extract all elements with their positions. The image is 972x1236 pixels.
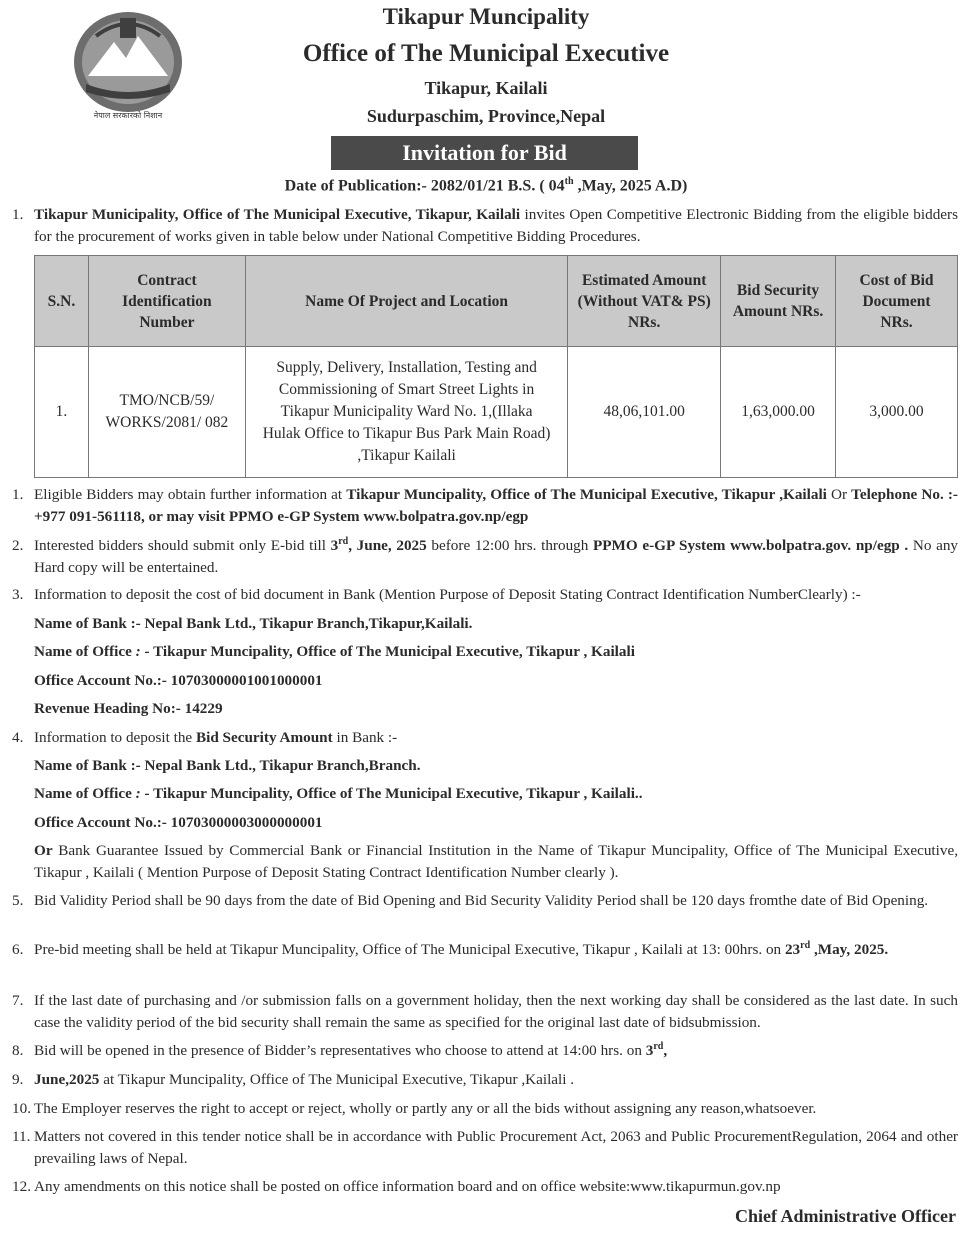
table-header: Estimated Amount (Without VAT& PS) NRs. (568, 256, 721, 347)
table-header: Contract Identification Number (88, 256, 245, 347)
municipality-name: Tikapur Muncipality (382, 4, 590, 29)
security-bank-name: Name of Bank :- Nepal Bank Ltd., Tikapur Branch,Branch. (34, 757, 421, 774)
table-cell: 1. (35, 347, 89, 478)
cost-bank-name: Name of Bank :- Nepal Bank Ltd., Tikapur Branch,Tikapur,Kailali. (34, 615, 473, 632)
table-header: Cost of Bid Document NRs. (836, 256, 958, 347)
table-cell: 48,06,101.00 (568, 347, 721, 478)
item-12: 12. Any amendments on this notice shall be posted on office information board and on office website:www.tikapurmun.gov.np (12, 1178, 781, 1195)
intro-paragraph: 1. Tikapur Municipality, Office of The Municipal Executive, Tikapur, Kailali invites Open Competitive Electronic Bidding from the eligible bidders for the procurement of works given in table below under National Competitive Bidding Procedures. (12, 206, 959, 245)
table-header: Name Of Project and Location (245, 256, 567, 347)
notice-title-banner: Invitation for Bid (331, 136, 638, 170)
item-6: 6. Pre-bid meeting shall be held at Tikapur Muncipality, Office of The Municipal Executive, Tikapur , Kailali at 13: 00hrs. on 23rd ,May, 2025. (12, 939, 889, 958)
table-cell: Supply, Delivery, Installation, Testing and Commissioning of Smart Street Lights in Tikapur Municipality Ward No. 1,(Illaka Hulak Office to Tikapur Bus Park Main Road) ,Tikapur Kailali (245, 347, 567, 478)
cost-office-name: Name of Office : - Tikapur Muncipality, Office of The Municipal Executive, Tikapur , Kailali (34, 643, 635, 660)
publication-date: Date of Publication:- 2082/01/21 B.S. ( 04th ,May, 2025 A.D) (284, 176, 688, 195)
security-office-name: Name of Office : - Tikapur Muncipality, Office of The Municipal Executive, Tikapur , Kailali.. (34, 785, 643, 802)
item-1: 1. Eligible Bidders may obtain further information at Tikapur Muncipality, Office of The Municipal Executive, Tikapur ,Kailali Or Telephone No. :- +977 091-561118, or may visit PPMO e-GP System www.bolpatra.gov.np/egp (12, 486, 958, 525)
cost-account-number: Office Account No.:- 10703000001001000001 (34, 672, 323, 689)
item-11: 11. Matters not covered in this tender notice shall be in accordance with Public Procurement Act, 2063 and Public ProcurementRegulation, 2064 and other prevailing laws of Nepal. (12, 1128, 958, 1167)
bank-guarantee-note: Or Bank Guarantee Issued by Commercial Bank or Financial Institution in the Name of Tikapur Muncipality, Office of The Municipal Executive, Tikapur , Kailali ( Mention Purpose of Deposit Stating Contract Identification Number clearly ). (34, 842, 958, 881)
item-3: 3. Information to deposit the cost of bid document in Bank (Mention Purpose of Deposit Stating Contract Identification NumberClearly) :- (12, 586, 861, 603)
item-10: 10. The Employer reserves the right to accept or reject, wholly or partly any or all the bids without assigning any reason,whatsoever. (12, 1100, 817, 1117)
table-header: S.N. (35, 256, 89, 347)
table-row (35, 347, 958, 478)
item-7: 7. If the last date of purchasing and /or submission falls on a government holiday, then the next working day shall be considered as the last date. In such case the validity period of the bid security shall remain the same as specified for the original last date of bidsubmission. (12, 992, 958, 1031)
table-header: Bid Security Amount NRs. (721, 256, 836, 347)
office-name: Office of The Municipal Executive (302, 40, 670, 67)
bid-table (34, 255, 958, 478)
emblem-motto: नेपाल सरकारको निशान (93, 111, 163, 120)
item-8: 8. Bid will be opened in the presence of Bidder’s representatives who choose to attend at 14:00 hrs. on 3rd, (12, 1040, 668, 1059)
item-5: 5. Bid Validity Period shall be 90 days from the date of Bid Opening and Bid Security Validity Period shall be 120 days fromthe date of Bid Opening. (12, 892, 929, 909)
security-account-number: Office Account No.:- 10703000003000000001 (34, 814, 323, 831)
signature-title: Chief Administrative Officer (735, 1206, 956, 1226)
province-line: Sudurpaschim, Province,Nepal (366, 106, 606, 126)
item-2: 2. Interested bidders should submit only E-bid till 3rd, June, 2025 before 12:00 hrs. through PPMO e-GP System www.bolpatra.gov. np/egp . No any Hard copy will be entertained. (12, 535, 959, 576)
table-header-row (35, 256, 958, 347)
item-4: 4. Information to deposit the Bid Security Amount in Bank :- (12, 729, 398, 746)
table-cell: 1,63,000.00 (721, 347, 836, 478)
revenue-heading: Revenue Heading No:- 14229 (34, 700, 223, 717)
notice-header (0, 0, 972, 140)
table-cell: TMO/NCB/59/ WORKS/2081/ 082 (88, 347, 245, 478)
item-9: 9. June,2025 at Tikapur Muncipality, Office of The Municipal Executive, Tikapur ,Kailali . (12, 1071, 575, 1088)
office-location: Tikapur, Kailali (424, 78, 548, 98)
table-cell: 3,000.00 (836, 347, 958, 478)
